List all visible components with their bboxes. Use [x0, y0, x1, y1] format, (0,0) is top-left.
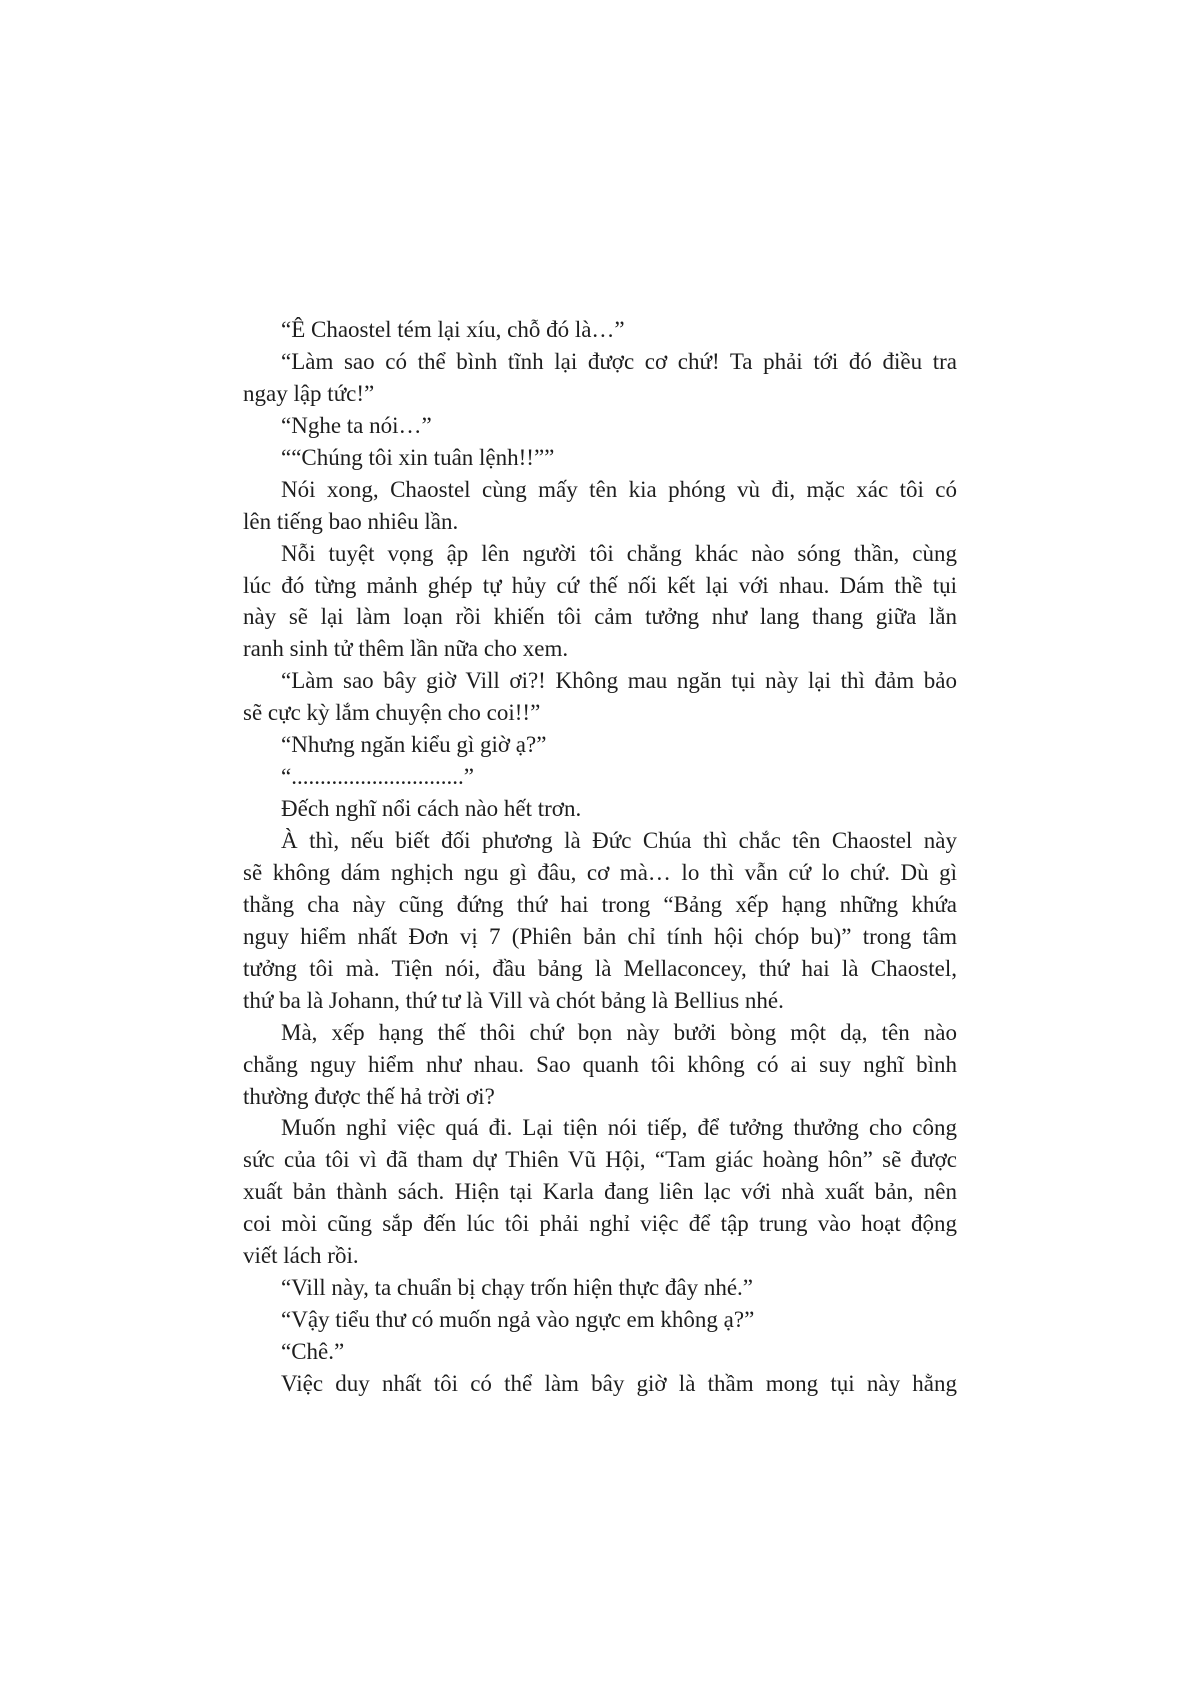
text-line: viết lách rồi. [243, 1243, 359, 1269]
paragraph [243, 1112, 957, 1272]
text-line: “Nghe ta nói…” [281, 412, 432, 438]
text-line: sẽ không dám nghịch ngu gì đâu, cơ mà… lo thì vẫn cứ lo chứ. Dù gì [243, 859, 957, 885]
paragraph [243, 442, 957, 474]
text-line: Nỗi tuyệt vọng ập lên người tôi chẳng khác nào sóng thần, cùng [281, 540, 957, 566]
text-line: coi mòi cũng sắp đến lúc tôi phải nghỉ việc để tập trung vào hoạt động [243, 1211, 957, 1237]
text-line: lên tiếng bao nhiêu lần. [243, 508, 459, 534]
paragraph [243, 665, 957, 729]
text-line: ranh sinh tử thêm lần nữa cho xem. [243, 636, 569, 662]
paragraph [243, 1017, 957, 1113]
paragraph [243, 410, 957, 442]
text-line: “Ê Chaostel tém lại xíu, chỗ đó là…” [281, 317, 625, 342]
text-line: “Chê.” [281, 1339, 345, 1364]
document-page-body [243, 314, 957, 1400]
paragraph [243, 729, 957, 761]
text-line: “..............................” [281, 764, 474, 790]
text-line: sức của tôi vì đã tham dự Thiên Vũ Hội, “Tam giác hoàng hôn” sẽ được [243, 1147, 957, 1173]
text-line: Đếch nghĩ nổi cách nào hết trơn. [281, 796, 582, 822]
paragraph [243, 538, 957, 666]
text-line: chẳng nguy hiểm như nhau. Sao quanh tôi không có ai suy nghĩ bình [243, 1051, 957, 1077]
paragraph [243, 314, 957, 346]
paragraph [243, 761, 957, 793]
text-line: “Làm sao có thể bình tĩnh lại được cơ chứ! Ta phải tới đó điều tra [281, 348, 957, 374]
text-line: nguy hiểm nhất Đơn vị 7 (Phiên bản chỉ tính hội chóp bu)” trong tâm [243, 923, 957, 949]
paragraph [243, 825, 957, 1017]
paragraph [243, 1272, 957, 1304]
text-line: thứ ba là Johann, thứ tư là Vill và chót bảng là Bellius nhé. [243, 987, 784, 1013]
text-line: Muốn nghỉ việc quá đi. Lại tiện nói tiếp, để tưởng thưởng cho công [281, 1115, 957, 1141]
text-line: thường được thế hả trời ơi? [243, 1083, 495, 1109]
text-line: này sẽ lại làm loạn rồi khiến tôi cảm tưởng như lang thang giữa lằn [243, 604, 957, 630]
text-line: sẽ cực kỳ lắm chuyện cho coi!!” [243, 700, 541, 726]
text-line: Mà, xếp hạng thế thôi chứ bọn này bưởi bòng một dạ, tên nào [281, 1019, 957, 1045]
text-line: tưởng tôi mà. Tiện nói, đầu bảng là Mellaconcey, thứ hai là Chaostel, [243, 955, 957, 981]
paragraph [243, 1336, 957, 1368]
text-line: “Nhưng ngăn kiểu gì giờ ạ?” [281, 732, 547, 758]
text-line: Nói xong, Chaostel cùng mấy tên kia phóng vù đi, mặc xác tôi có [281, 476, 957, 502]
paragraph [243, 793, 957, 825]
text-line: Việc duy nhất tôi có thể làm bây giờ là thầm mong tụi này hằng [281, 1370, 957, 1396]
paragraph [243, 1304, 957, 1336]
paragraph [243, 1368, 957, 1400]
paragraph [243, 346, 957, 410]
text-line: lúc đó từng mảnh ghép tự hủy cứ thế nối kết lại với nhau. Dám thề tụi [243, 572, 957, 598]
text-line: thằng cha này cũng đứng thứ hai trong “Bảng xếp hạng những khứa [243, 891, 957, 917]
text-line: À thì, nếu biết đối phương là Đức Chúa thì chắc tên Chaostel này [281, 828, 957, 853]
text-line: “Vill này, ta chuẩn bị chạy trốn hiện thực đây nhé.” [281, 1275, 753, 1301]
text-line: “Vậy tiểu thư có muốn ngả vào ngực em không ạ?” [281, 1307, 755, 1333]
text-line: xuất bản thành sách. Hiện tại Karla đang liên lạc với nhà xuất bản, nên [243, 1179, 957, 1205]
text-line: ““Chúng tôi xin tuân lệnh!!”” [281, 444, 555, 470]
paragraph [243, 474, 957, 538]
text-line: ngay lập tức!” [243, 380, 375, 406]
text-line: “Làm sao bây giờ Vill ơi?! Không mau ngăn tụi này lại thì đảm bảo [281, 668, 957, 694]
